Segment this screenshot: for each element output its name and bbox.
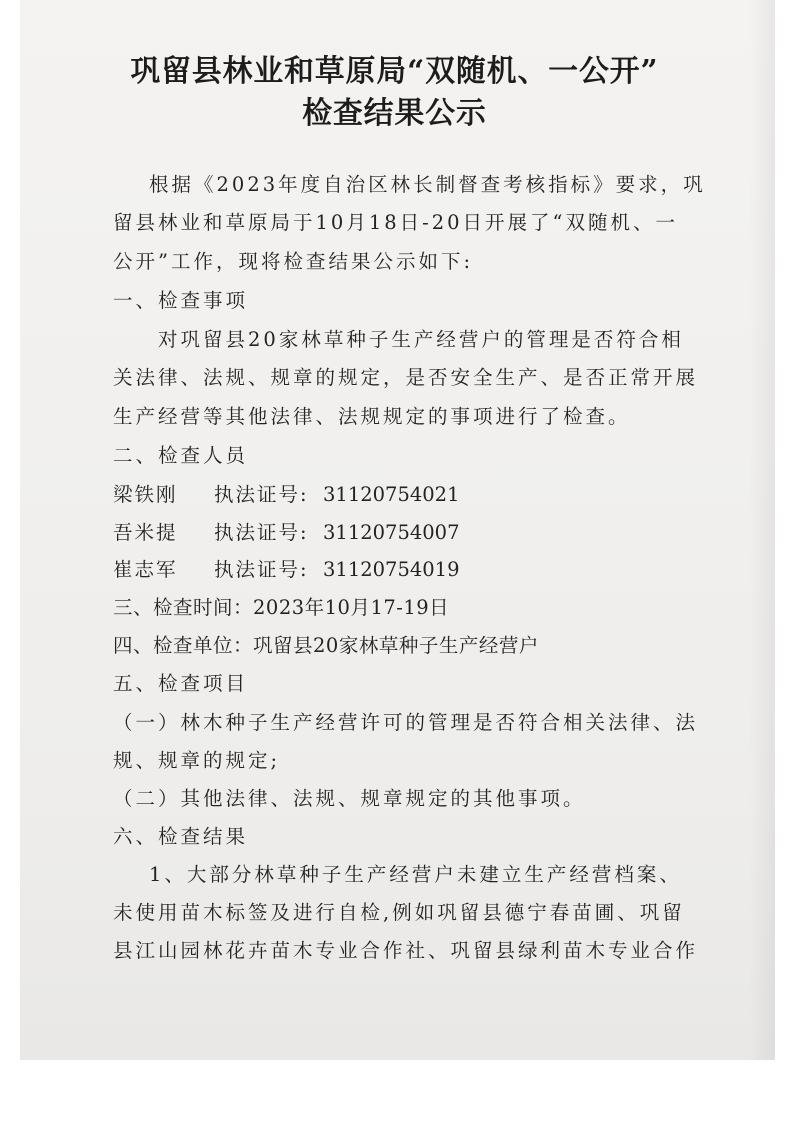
- inspector-1-name: 梁铁刚: [113, 483, 178, 506]
- inspector-3-cert-label: 执法证号:: [214, 558, 309, 581]
- inspector-2-cert-number: 31120754007: [323, 521, 460, 544]
- inspector-3-cert-number: 31120754019: [323, 558, 460, 581]
- section-6-line-1: 1、大部分林草种子生产经营户未建立生产经营档案、: [149, 863, 682, 886]
- section-1-line-2: 关法律、法规、规章的规定，是否安全生产、是否正常开展: [113, 366, 699, 389]
- intro-line-2: 留县林业和草原局于10月18日-20日开展了“双随机、一: [113, 211, 678, 234]
- inspector-2-name: 吾米提: [113, 521, 178, 544]
- section-6-heading: 六、检查结果: [113, 825, 249, 848]
- section-5-item-2: （二）其他法律、法规、规章规定的其他事项。: [113, 787, 586, 810]
- inspector-1-cert-label: 执法证号:: [214, 483, 309, 506]
- page-edge-shadow: [749, 0, 775, 1060]
- section-1-line-1: 对巩留县20家林草种子生产经营户的管理是否符合相: [158, 328, 684, 351]
- section-4-inspected-units: 四、检查单位：巩留县20家林草种子生产经营户: [113, 634, 539, 657]
- inspector-3-name: 崔志军: [113, 558, 178, 581]
- inspector-2-cert-label: 执法证号:: [214, 521, 309, 544]
- section-6-line-3: 县江山园林花卉苗木专业合作社、巩留县绿利苗木专业合作: [113, 939, 699, 962]
- intro-line-3: 公开”工作，现将检查结果公示如下:: [113, 250, 474, 273]
- document-page: [20, 0, 775, 1060]
- intro-line-1: 根据《2023年度自治区林长制督查考核指标》要求，巩: [149, 173, 706, 196]
- section-5-heading: 五、检查项目: [113, 672, 249, 695]
- section-5-item-1: （一）林木种子生产经营许可的管理是否符合相关法律、法: [113, 711, 699, 734]
- section-3-inspection-time: 三、检查时间：2023年10月17-19日: [113, 596, 450, 619]
- section-2-heading: 二、检查人员: [113, 444, 249, 467]
- section-5-item-1-continued: 规、规章的规定;: [113, 749, 281, 772]
- document-title-line-2: 检查结果公示: [302, 96, 487, 131]
- section-6-line-2: 未使用苗木标签及进行自检,例如巩留县德宁春苗圃、巩留: [113, 901, 685, 924]
- section-1-line-3: 生产经营等其他法律、法规规定的事项进行了检查。: [113, 405, 631, 428]
- document-title-line-1: 巩留县林业和草原局“双随机、一公开”: [130, 54, 659, 89]
- inspector-1-cert-number: 31120754021: [323, 483, 460, 506]
- section-1-heading: 一、检查事项: [113, 289, 249, 312]
